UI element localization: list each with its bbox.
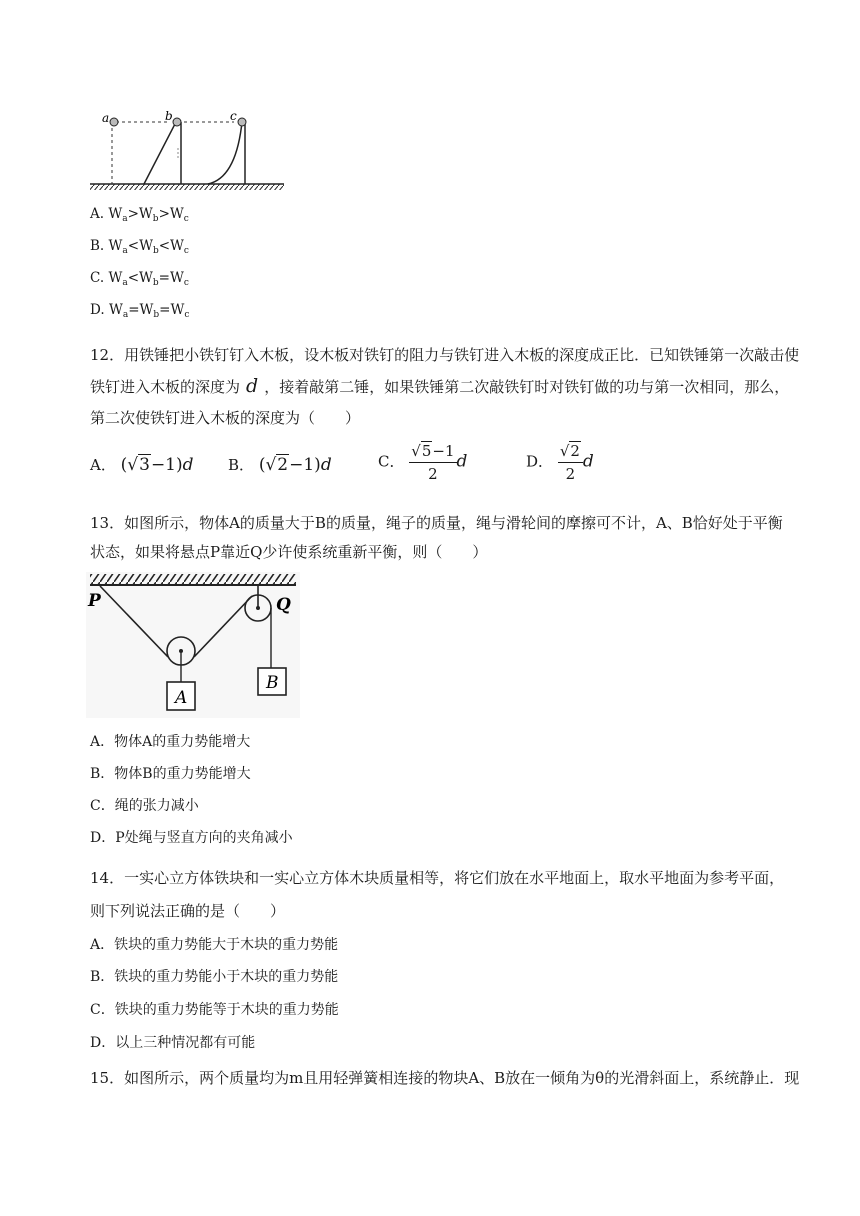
q11-option-c[interactable] [90, 268, 189, 293]
q12-line-1: 12．用铁锤把小铁钉钉入木板，设木板对铁钉的阻力与铁钉进入木板的深度成正比．已知铁锤第一次敲击使 [90, 346, 800, 364]
q12-choice-d[interactable]: D． $\frac{√2}{2}$ d [526, 442, 594, 483]
subscript: a [122, 278, 128, 288]
subscript: c [184, 310, 190, 320]
label-p: P [88, 591, 101, 611]
q13-option-a[interactable]: A．物体A的重力势能增大 [90, 734, 251, 750]
label-a: a [102, 111, 110, 125]
subscript: c [183, 278, 189, 288]
q12-line-2 [90, 376, 789, 397]
q14-option-a[interactable]: A．铁块的重力势能大于木块的重力势能 [90, 937, 339, 953]
subscript: b [152, 278, 159, 288]
q12-choice-a[interactable]: A． (√3−1)d [90, 455, 194, 475]
subscript: b [153, 310, 160, 320]
subscript: a [122, 246, 128, 256]
q13-option-b[interactable]: B．物体B的重力势能增大 [90, 766, 251, 782]
subscript: a [122, 214, 128, 224]
option-text: W [108, 270, 123, 286]
q14-line-2: 则下列说法正确的是（ ） [90, 902, 286, 920]
option-text: >W [127, 206, 153, 222]
q14-line-1: 14．一实心立方体铁块和一实心立方体木块质量相等，将它们放在水平地面上，取水平地面为参考平面， [90, 869, 785, 887]
label-block-b: B [266, 673, 279, 693]
q12-var-d: d [246, 375, 259, 397]
q12-choice-b[interactable]: B． (√2−1)d [228, 455, 332, 475]
option-text: W [108, 302, 123, 318]
q14-option-b[interactable]: B．铁块的重力势能小于木块的重力势能 [90, 969, 339, 985]
q12-choice-c[interactable]: C． $\frac{√5-1}{2}$ d [378, 442, 468, 483]
subscript: c [183, 246, 189, 256]
q12-choices [90, 440, 790, 490]
q13-line-2: 状态，如果将悬点P靠近Q少许使系统重新平衡，则（ ） [90, 543, 488, 561]
option-text: <W [127, 238, 153, 254]
label-c: c [230, 109, 237, 123]
q11-figure [88, 108, 288, 192]
q13-option-c[interactable]: C．绳的张力减小 [90, 798, 199, 814]
q11-option-a[interactable] [90, 204, 189, 229]
option-text: >W [158, 206, 184, 222]
q12-line-2a: 铁钉进入木板的深度为 [90, 378, 241, 396]
subscript: a [122, 310, 129, 320]
q13-line-1: 13．如图所示，物体A的质量大于B的质量，绳子的质量，绳与滑轮间的摩擦可不计，A、B恰好处于平衡 [90, 514, 783, 532]
option-text: W [108, 206, 123, 222]
ball-c [238, 118, 246, 126]
q11-option-letter: C. [90, 270, 109, 286]
subscript: c [183, 214, 189, 224]
ground-hatch [90, 184, 284, 190]
option-text: <W [127, 270, 153, 286]
ball-a [110, 118, 118, 126]
q11-option-d[interactable] [90, 300, 189, 325]
option-text: =W [128, 302, 154, 318]
q11-option-letter: B. [90, 238, 109, 254]
q14-option-d[interactable]: D．以上三种情况都有可能 [90, 1035, 256, 1051]
ceiling-hatch [90, 574, 296, 584]
label-block-a: A [175, 688, 188, 708]
q15-line-1: 15．如图所示，两个质量均为m且用轻弹簧相连接的物块A、B放在一倾角为θ的光滑斜面上，系统静止．现 [90, 1069, 800, 1087]
ball-b [173, 118, 181, 126]
q12-line-3: 第二次使铁钉进入木板的深度为（ ） [90, 409, 361, 427]
subscript: b [152, 214, 159, 224]
q11-option-letter: A. [90, 206, 109, 222]
q11-option-b[interactable] [90, 236, 189, 261]
label-q: Q [276, 595, 291, 615]
q14-option-c[interactable]: C．铁块的重力势能等于木块的重力势能 [90, 1002, 339, 1018]
q13-figure [86, 572, 300, 718]
option-text: =W [159, 302, 185, 318]
option-text: <W [158, 238, 184, 254]
option-text: W [108, 238, 123, 254]
label-b: b [165, 109, 173, 123]
option-text: =W [158, 270, 184, 286]
subscript: b [152, 246, 159, 256]
q13-option-d[interactable]: D．P处绳与竖直方向的夹角减小 [90, 830, 293, 846]
q11-option-letter: D. [90, 302, 109, 318]
q12-line-2b: ，接着敲第二锤，如果铁锤第二次敲铁钉时对铁钉做的功与第一次相同，那么， [264, 378, 790, 396]
